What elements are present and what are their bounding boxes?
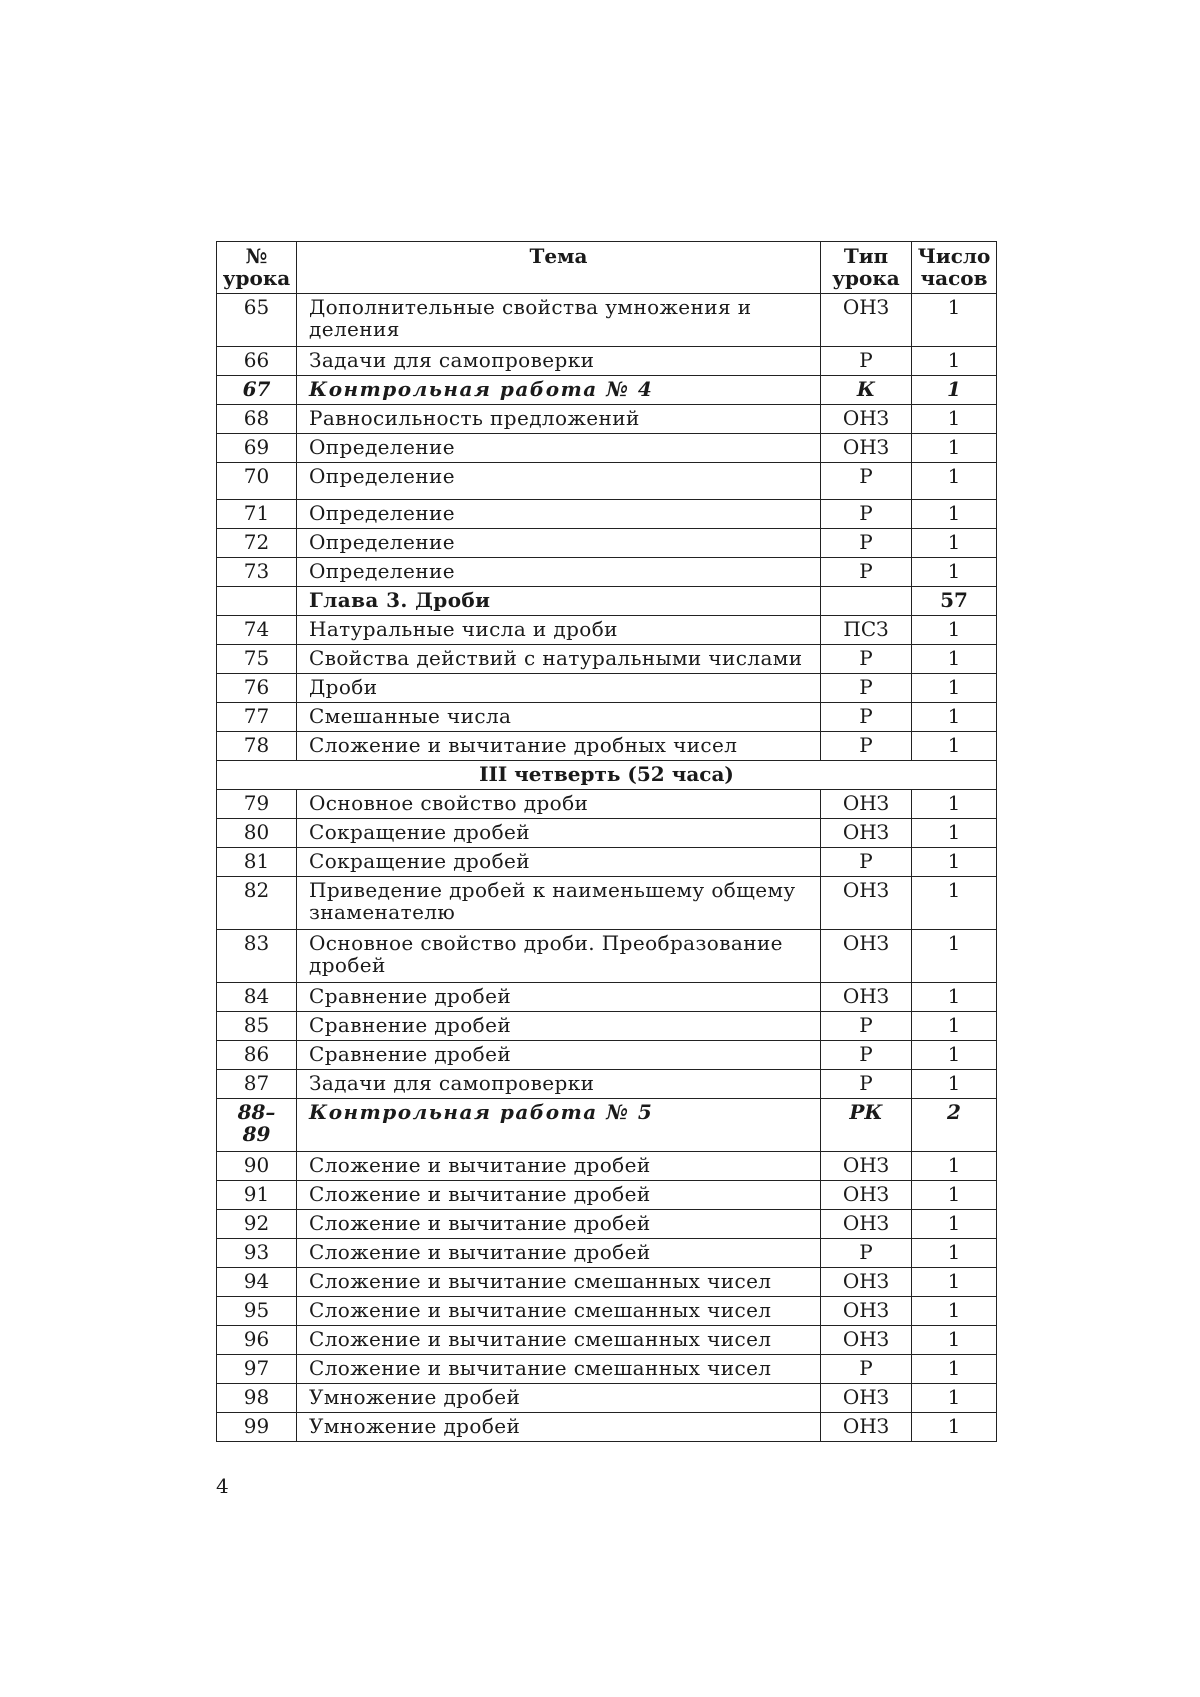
lesson-number-cell: 81 [217, 848, 297, 877]
hours-cell: 1 [912, 1041, 997, 1070]
table-row [217, 616, 997, 645]
lesson-type-cell: Р [821, 463, 912, 500]
header-hours: Число часов [912, 242, 997, 294]
topic-cell: Сложение и вычитание смешанных чисел [297, 1297, 821, 1326]
lesson-number-cell: 86 [217, 1041, 297, 1070]
lesson-number-cell: 77 [217, 703, 297, 732]
lesson-type-cell: ОНЗ [821, 294, 912, 347]
table-body [217, 294, 997, 1442]
lesson-number-cell: 74 [217, 616, 297, 645]
chapter-row [217, 587, 997, 616]
table-row [217, 819, 997, 848]
lesson-type-cell: ОНЗ [821, 1326, 912, 1355]
topic-cell: Дополнительные свойства умножения и деления [297, 294, 821, 347]
hours-cell: 1 [912, 1413, 997, 1442]
lesson-number-cell: 93 [217, 1239, 297, 1268]
hours-cell: 1 [912, 732, 997, 761]
hours-cell: 1 [912, 1152, 997, 1181]
topic-cell: Сложение и вычитание смешанных чисел [297, 1326, 821, 1355]
hours-cell: 1 [912, 347, 997, 376]
lesson-type-cell: ОНЗ [821, 983, 912, 1012]
lesson-number-cell: 69 [217, 434, 297, 463]
table-row [217, 1326, 997, 1355]
lesson-type-cell: Р [821, 1355, 912, 1384]
hours-cell: 1 [912, 294, 997, 347]
hours-cell: 1 [912, 463, 997, 500]
lesson-type-cell: К [821, 376, 912, 405]
hours-cell: 1 [912, 1355, 997, 1384]
lesson-number-cell [217, 587, 297, 616]
lesson-number-cell: 82 [217, 877, 297, 930]
lesson-type-cell: Р [821, 703, 912, 732]
hours-cell: 1 [912, 848, 997, 877]
lesson-number-cell: 88– 89 [217, 1099, 297, 1152]
lesson-type-cell: Р [821, 1041, 912, 1070]
table-row [217, 645, 997, 674]
hours-cell: 1 [912, 529, 997, 558]
lesson-type-cell: Р [821, 1012, 912, 1041]
topic-cell: Сложение и вычитание дробных чисел [297, 732, 821, 761]
header-lesson-type: Тип урока [821, 242, 912, 294]
table-row [217, 294, 997, 347]
lesson-number-cell: 70 [217, 463, 297, 500]
lesson-number-cell: 65 [217, 294, 297, 347]
hours-cell: 2 [912, 1099, 997, 1152]
table-row [217, 1268, 997, 1297]
table-row [217, 463, 997, 500]
topic-cell: Глава 3. Дроби [297, 587, 821, 616]
table-row [217, 930, 997, 983]
lesson-type-cell: ОНЗ [821, 1210, 912, 1239]
hours-cell: 1 [912, 558, 997, 587]
lesson-plan-table [216, 241, 997, 1442]
hours-cell: 1 [912, 616, 997, 645]
topic-cell: Сравнение дробей [297, 983, 821, 1012]
hours-cell: 1 [912, 983, 997, 1012]
topic-cell: Дроби [297, 674, 821, 703]
lesson-type-cell: Р [821, 500, 912, 529]
lesson-type-cell: Р [821, 674, 912, 703]
lesson-number-cell: 97 [217, 1355, 297, 1384]
hours-cell: 1 [912, 376, 997, 405]
lesson-type-cell: ОНЗ [821, 1181, 912, 1210]
lesson-number-cell: 68 [217, 405, 297, 434]
topic-cell: Сложение и вычитание смешанных чисел [297, 1268, 821, 1297]
table-row [217, 1297, 997, 1326]
lesson-number-cell: 94 [217, 1268, 297, 1297]
hours-cell: 1 [912, 877, 997, 930]
lesson-number-cell: 73 [217, 558, 297, 587]
lesson-type-cell: ОНЗ [821, 1268, 912, 1297]
lesson-number-cell: 98 [217, 1384, 297, 1413]
lesson-type-cell: Р [821, 529, 912, 558]
table-row [217, 1413, 997, 1442]
page-number: 4 [216, 1474, 229, 1498]
topic-cell: Сокращение дробей [297, 819, 821, 848]
lesson-number-cell: 99 [217, 1413, 297, 1442]
table-header-row [217, 242, 997, 294]
table-row [217, 1070, 997, 1099]
topic-cell: Умножение дробей [297, 1384, 821, 1413]
lesson-type-cell: ОНЗ [821, 877, 912, 930]
lesson-type-cell: ОНЗ [821, 405, 912, 434]
hours-cell: 1 [912, 1239, 997, 1268]
table-row [217, 1041, 997, 1070]
topic-cell: Сокращение дробей [297, 848, 821, 877]
lesson-type-cell: РК [821, 1099, 912, 1152]
header-topic: Тема [297, 242, 821, 294]
lesson-type-cell: ОНЗ [821, 434, 912, 463]
hours-cell: 1 [912, 1326, 997, 1355]
topic-cell: Определение [297, 500, 821, 529]
topic-cell: Задачи для самопроверки [297, 347, 821, 376]
hours-cell: 1 [912, 1210, 997, 1239]
topic-cell: Определение [297, 463, 821, 500]
lesson-type-cell: Р [821, 848, 912, 877]
hours-cell: 1 [912, 1012, 997, 1041]
lesson-number-cell: 96 [217, 1326, 297, 1355]
lesson-number-cell: 95 [217, 1297, 297, 1326]
lesson-number-cell: 79 [217, 790, 297, 819]
topic-cell: Определение [297, 558, 821, 587]
table-row [217, 732, 997, 761]
lesson-type-cell: ОНЗ [821, 1297, 912, 1326]
lesson-number-cell: 91 [217, 1181, 297, 1210]
hours-cell: 1 [912, 790, 997, 819]
lesson-type-cell: ОНЗ [821, 1413, 912, 1442]
test-row [217, 1099, 997, 1152]
topic-cell: Равносильность предложений [297, 405, 821, 434]
lesson-number-cell: 83 [217, 930, 297, 983]
table-row [217, 500, 997, 529]
lesson-type-cell: Р [821, 732, 912, 761]
table-row [217, 405, 997, 434]
table-row [217, 674, 997, 703]
table-row [217, 877, 997, 930]
hours-cell: 1 [912, 703, 997, 732]
lesson-number-cell: 90 [217, 1152, 297, 1181]
lesson-type-cell: ОНЗ [821, 1384, 912, 1413]
table-row [217, 1355, 997, 1384]
hours-cell: 1 [912, 1268, 997, 1297]
hours-cell: 1 [912, 1297, 997, 1326]
table-row [217, 434, 997, 463]
hours-cell: 1 [912, 434, 997, 463]
topic-cell: Натуральные числа и дроби [297, 616, 821, 645]
table-row [217, 1239, 997, 1268]
hours-cell: 1 [912, 1384, 997, 1413]
topic-cell: Основное свойство дроби. Преобразование дробей [297, 930, 821, 983]
hours-cell: 1 [912, 674, 997, 703]
lesson-type-cell [821, 587, 912, 616]
hours-cell: 1 [912, 930, 997, 983]
table-row [217, 1012, 997, 1041]
topic-cell: Умножение дробей [297, 1413, 821, 1442]
lesson-type-cell: ОНЗ [821, 819, 912, 848]
topic-cell: Приведение дробей к наименьшему общему знаменателю [297, 877, 821, 930]
table-row [217, 983, 997, 1012]
hours-cell: 57 [912, 587, 997, 616]
lesson-number-cell: 71 [217, 500, 297, 529]
topic-cell: Сравнение дробей [297, 1012, 821, 1041]
lesson-number-cell: 84 [217, 983, 297, 1012]
lesson-number-cell: 78 [217, 732, 297, 761]
table-row [217, 1152, 997, 1181]
hours-cell: 1 [912, 645, 997, 674]
table-row [217, 558, 997, 587]
quarter-row [217, 761, 997, 790]
topic-cell: Сложение и вычитание дробей [297, 1181, 821, 1210]
lesson-type-cell: ОНЗ [821, 1152, 912, 1181]
topic-cell: Контрольная работа № 5 [297, 1099, 821, 1152]
hours-cell: 1 [912, 1070, 997, 1099]
test-row [217, 376, 997, 405]
lesson-type-cell: ПСЗ [821, 616, 912, 645]
topic-cell: Сравнение дробей [297, 1041, 821, 1070]
topic-cell: Определение [297, 529, 821, 558]
topic-cell: Основное свойство дроби [297, 790, 821, 819]
lesson-number-cell: 72 [217, 529, 297, 558]
topic-cell: Сложение и вычитание дробей [297, 1210, 821, 1239]
table-row [217, 1181, 997, 1210]
lesson-type-cell: Р [821, 645, 912, 674]
header-lesson-number: № урока [217, 242, 297, 294]
topic-cell: Определение [297, 434, 821, 463]
lesson-type-cell: Р [821, 1070, 912, 1099]
table-row [217, 848, 997, 877]
topic-cell: Смешанные числа [297, 703, 821, 732]
lesson-number-cell: 85 [217, 1012, 297, 1041]
table-row [217, 1384, 997, 1413]
hours-cell: 1 [912, 819, 997, 848]
lesson-type-cell: Р [821, 558, 912, 587]
topic-cell: Сложение и вычитание смешанных чисел [297, 1355, 821, 1384]
lesson-number-cell: 87 [217, 1070, 297, 1099]
lesson-number-cell: 76 [217, 674, 297, 703]
lesson-number-cell: 67 [217, 376, 297, 405]
table-row [217, 1210, 997, 1239]
lesson-number-cell: 66 [217, 347, 297, 376]
hours-cell: 1 [912, 405, 997, 434]
lesson-number-cell: 75 [217, 645, 297, 674]
lesson-type-cell: Р [821, 1239, 912, 1268]
table-row [217, 347, 997, 376]
table-row [217, 529, 997, 558]
topic-cell: Сложение и вычитание дробей [297, 1239, 821, 1268]
quarter-title: III четверть (52 часа) [217, 761, 997, 790]
lesson-number-cell: 92 [217, 1210, 297, 1239]
table-row [217, 703, 997, 732]
table-row [217, 790, 997, 819]
topic-cell: Свойства действий с натуральными числами [297, 645, 821, 674]
topic-cell: Задачи для самопроверки [297, 1070, 821, 1099]
lesson-number-cell: 80 [217, 819, 297, 848]
topic-cell: Контрольная работа № 4 [297, 376, 821, 405]
hours-cell: 1 [912, 500, 997, 529]
lesson-type-cell: ОНЗ [821, 790, 912, 819]
topic-cell: Сложение и вычитание дробей [297, 1152, 821, 1181]
lesson-type-cell: ОНЗ [821, 930, 912, 983]
hours-cell: 1 [912, 1181, 997, 1210]
lesson-type-cell: Р [821, 347, 912, 376]
